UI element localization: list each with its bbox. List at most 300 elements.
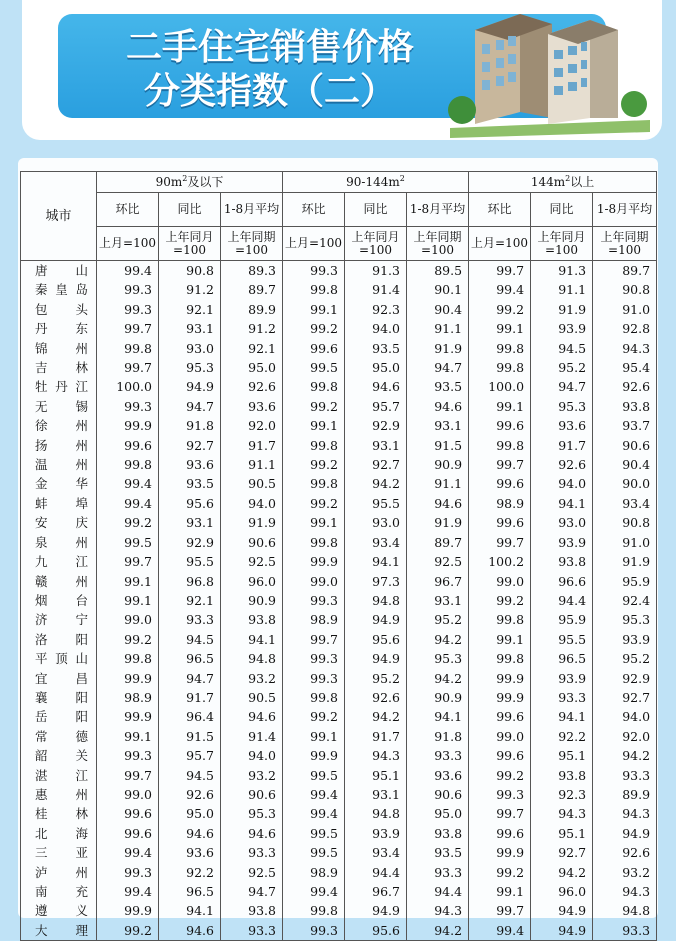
index-value: 98.9 [469, 494, 531, 513]
index-value: 96.8 [159, 572, 221, 591]
index-value: 99.9 [469, 843, 531, 862]
city-name: 洛阳 [21, 630, 97, 649]
index-value: 91.1 [531, 280, 593, 299]
index-value: 92.1 [159, 300, 221, 319]
table-body [21, 261, 657, 941]
index-value: 91.0 [593, 533, 657, 552]
index-value: 92.5 [407, 552, 469, 571]
table-row [21, 630, 657, 649]
index-value: 92.3 [345, 300, 407, 319]
index-value: 93.2 [221, 669, 283, 688]
index-value: 91.0 [593, 300, 657, 319]
index-value: 91.9 [407, 513, 469, 532]
index-value: 99.8 [283, 901, 345, 920]
index-value: 96.4 [159, 707, 221, 726]
index-value: 99.0 [97, 610, 159, 629]
index-value: 92.0 [221, 416, 283, 435]
index-value: 91.3 [531, 261, 593, 281]
index-value: 92.9 [593, 669, 657, 688]
index-value: 93.3 [159, 610, 221, 629]
index-value: 95.3 [159, 358, 221, 377]
table-row [21, 300, 657, 319]
index-value: 94.3 [407, 901, 469, 920]
header-group-small: $90m^2$及以下 [97, 172, 283, 193]
index-value: 99.9 [97, 416, 159, 435]
index-value: 97.3 [345, 572, 407, 591]
index-value: 99.1 [97, 591, 159, 610]
index-value: 99.1 [97, 572, 159, 591]
index-value: 95.4 [593, 358, 657, 377]
index-value: 99.0 [469, 727, 531, 746]
index-value: 94.8 [345, 804, 407, 823]
table-row [21, 591, 657, 610]
index-value: 94.7 [159, 669, 221, 688]
index-value: 99.6 [469, 474, 531, 493]
base-hb: 上月=100 [97, 227, 159, 261]
index-value: 92.5 [221, 552, 283, 571]
index-value: 93.6 [221, 397, 283, 416]
header-tb: 同比 [531, 193, 593, 227]
index-value: 99.3 [97, 280, 159, 299]
buildings-illustration [440, 0, 660, 140]
index-value: 92.9 [159, 533, 221, 552]
index-value: 93.5 [407, 843, 469, 862]
city-name: 蚌埠 [21, 494, 97, 513]
index-value: 95.3 [593, 610, 657, 629]
base-hb: 上月=100 [283, 227, 345, 261]
index-value: 99.8 [469, 358, 531, 377]
index-value: 99.6 [469, 824, 531, 843]
index-value: 89.7 [221, 280, 283, 299]
header-city: 城市 [21, 172, 97, 261]
index-value: 95.0 [159, 804, 221, 823]
index-value: 93.1 [407, 416, 469, 435]
index-value: 94.0 [531, 474, 593, 493]
index-value: 93.6 [159, 843, 221, 862]
index-value: 93.9 [531, 319, 593, 338]
index-value: 91.1 [407, 319, 469, 338]
index-value: 92.5 [221, 863, 283, 882]
index-value: 99.1 [283, 513, 345, 532]
header-avg: 1-8月平均 [407, 193, 469, 227]
index-value: 99.4 [469, 921, 531, 941]
index-value: 95.0 [345, 358, 407, 377]
index-value: 94.9 [159, 377, 221, 396]
index-value: 99.8 [97, 649, 159, 668]
index-value: 92.7 [345, 455, 407, 474]
city-name: 徐州 [21, 416, 97, 435]
index-value: 92.6 [593, 377, 657, 396]
index-value: 99.1 [283, 300, 345, 319]
index-value: 92.6 [221, 377, 283, 396]
index-value: 90.6 [407, 785, 469, 804]
index-value: 94.7 [531, 377, 593, 396]
index-value: 94.3 [593, 882, 657, 901]
index-value: 99.7 [469, 261, 531, 281]
index-value: 93.0 [345, 513, 407, 532]
index-value: 94.1 [531, 707, 593, 726]
city-name: 安庆 [21, 513, 97, 532]
index-value: 99.4 [283, 804, 345, 823]
table-row [21, 727, 657, 746]
index-value: 94.2 [407, 669, 469, 688]
price-index-table-container [20, 171, 656, 941]
index-value: 91.2 [221, 319, 283, 338]
index-value: 95.2 [531, 358, 593, 377]
index-value: 96.7 [407, 572, 469, 591]
index-value: 99.2 [469, 863, 531, 882]
city-name: 烟台 [21, 591, 97, 610]
index-value: 90.4 [407, 300, 469, 319]
index-value: 94.6 [221, 824, 283, 843]
index-value: 94.8 [345, 591, 407, 610]
index-value: 91.7 [221, 436, 283, 455]
index-value: 91.1 [221, 455, 283, 474]
index-value: 99.5 [283, 358, 345, 377]
index-value: 93.4 [345, 843, 407, 862]
index-value: 94.7 [221, 882, 283, 901]
index-value: 91.9 [407, 339, 469, 358]
index-value: 92.6 [593, 843, 657, 862]
index-value: 90.8 [593, 513, 657, 532]
index-value: 94.9 [531, 901, 593, 920]
index-value: 93.1 [159, 319, 221, 338]
index-value: 99.1 [469, 882, 531, 901]
index-value: 99.3 [283, 261, 345, 281]
index-value: 94.2 [531, 863, 593, 882]
index-value: 94.9 [345, 901, 407, 920]
city-name: 襄阳 [21, 688, 97, 707]
header-hb: 环比 [97, 193, 159, 227]
index-value: 96.5 [159, 649, 221, 668]
index-value: 93.3 [221, 921, 283, 941]
index-value: 99.4 [97, 261, 159, 281]
city-name: 平顶山 [21, 649, 97, 668]
index-value: 95.6 [345, 921, 407, 941]
index-value: 93.8 [221, 901, 283, 920]
index-value: 94.9 [345, 610, 407, 629]
index-value: 99.7 [469, 804, 531, 823]
index-value: 94.1 [345, 552, 407, 571]
index-value: 90.1 [407, 280, 469, 299]
city-name: 金华 [21, 474, 97, 493]
index-value: 95.5 [159, 552, 221, 571]
index-value: 99.3 [97, 746, 159, 765]
index-value: 99.8 [283, 377, 345, 396]
index-value: 91.7 [159, 688, 221, 707]
index-value: 89.9 [221, 300, 283, 319]
index-value: 89.5 [407, 261, 469, 281]
index-value: 99.8 [97, 339, 159, 358]
index-value: 95.6 [345, 630, 407, 649]
index-value: 93.6 [159, 455, 221, 474]
index-value: 100.0 [469, 377, 531, 396]
index-value: 94.0 [221, 494, 283, 513]
index-value: 93.3 [593, 921, 657, 941]
index-value: 93.5 [407, 377, 469, 396]
index-value: 93.9 [531, 669, 593, 688]
index-value: 99.0 [469, 572, 531, 591]
index-value: 89.7 [407, 533, 469, 552]
city-name: 宜昌 [21, 669, 97, 688]
index-value: 99.9 [283, 552, 345, 571]
index-value: 92.1 [159, 591, 221, 610]
city-name: 包头 [21, 300, 97, 319]
city-name: 秦皇岛 [21, 280, 97, 299]
index-value: 94.2 [407, 630, 469, 649]
city-name: 泸州 [21, 863, 97, 882]
index-value: 94.6 [407, 397, 469, 416]
index-value: 90.0 [593, 474, 657, 493]
index-value: 99.7 [469, 455, 531, 474]
city-name: 韶关 [21, 746, 97, 765]
index-value: 99.2 [283, 455, 345, 474]
city-name: 无锡 [21, 397, 97, 416]
index-value: 99.3 [469, 785, 531, 804]
index-value: 99.9 [97, 707, 159, 726]
index-value: 92.2 [159, 863, 221, 882]
index-value: 99.7 [469, 533, 531, 552]
index-value: 99.5 [283, 843, 345, 862]
table-row [21, 339, 657, 358]
index-value: 99.2 [469, 591, 531, 610]
index-value: 99.3 [97, 397, 159, 416]
city-name: 惠州 [21, 785, 97, 804]
index-value: 99.8 [283, 280, 345, 299]
index-value: 99.6 [469, 416, 531, 435]
index-value: 99.4 [97, 843, 159, 862]
index-value: 98.9 [283, 863, 345, 882]
city-name: 吉林 [21, 358, 97, 377]
index-value: 99.1 [469, 397, 531, 416]
index-value: 91.5 [407, 436, 469, 455]
index-value: 99.8 [283, 533, 345, 552]
index-value: 92.7 [593, 688, 657, 707]
index-value: 99.6 [469, 707, 531, 726]
index-value: 98.9 [97, 688, 159, 707]
table-row [21, 416, 657, 435]
table-row [21, 474, 657, 493]
index-value: 94.4 [345, 863, 407, 882]
index-value: 94.6 [159, 824, 221, 843]
index-value: 95.9 [531, 610, 593, 629]
index-value: 95.3 [407, 649, 469, 668]
index-value: 94.3 [345, 746, 407, 765]
index-value: 95.7 [345, 397, 407, 416]
index-value: 99.6 [469, 513, 531, 532]
index-value: 91.4 [221, 727, 283, 746]
index-value: 89.7 [593, 261, 657, 281]
index-value: 89.3 [221, 261, 283, 281]
table-row [21, 901, 657, 920]
index-value: 95.3 [221, 804, 283, 823]
index-value: 96.7 [345, 882, 407, 901]
city-name: 牡丹江 [21, 377, 97, 396]
index-value: 95.1 [531, 824, 593, 843]
base-tb: 上年同月=100 [345, 227, 407, 261]
index-value: 93.3 [407, 746, 469, 765]
index-value: 99.2 [283, 319, 345, 338]
header-hb: 环比 [469, 193, 531, 227]
index-value: 99.6 [469, 746, 531, 765]
index-value: 93.8 [593, 397, 657, 416]
index-value: 99.5 [283, 766, 345, 785]
index-value: 99.0 [97, 785, 159, 804]
table-row [21, 610, 657, 629]
table-row [21, 863, 657, 882]
index-value: 99.6 [97, 804, 159, 823]
index-value: 94.4 [531, 591, 593, 610]
index-value: 91.7 [345, 727, 407, 746]
index-value: 94.0 [593, 707, 657, 726]
index-value: 93.1 [345, 436, 407, 455]
index-value: 99.0 [283, 572, 345, 591]
index-value: 93.8 [531, 552, 593, 571]
title-line-1: 二手住宅销售价格 [125, 27, 414, 68]
index-value: 99.8 [469, 339, 531, 358]
city-name: 大理 [21, 921, 97, 941]
index-value: 91.8 [159, 416, 221, 435]
index-value: 99.6 [97, 824, 159, 843]
table-row [21, 397, 657, 416]
index-value: 93.1 [345, 785, 407, 804]
index-value: 92.4 [593, 591, 657, 610]
index-value: 95.2 [345, 669, 407, 688]
index-value: 95.9 [593, 572, 657, 591]
index-value: 94.6 [407, 494, 469, 513]
index-value: 92.1 [221, 339, 283, 358]
index-value: 99.6 [97, 436, 159, 455]
table-row [21, 533, 657, 552]
index-value: 92.7 [531, 843, 593, 862]
index-value: 94.2 [345, 707, 407, 726]
index-value: 91.7 [531, 436, 593, 455]
index-value: 99.2 [283, 397, 345, 416]
index-value: 99.4 [97, 882, 159, 901]
table-row [21, 746, 657, 765]
index-value: 91.9 [221, 513, 283, 532]
index-value: 94.4 [407, 882, 469, 901]
index-value: 93.9 [593, 630, 657, 649]
city-name: 丹东 [21, 319, 97, 338]
table-row [21, 280, 657, 299]
index-value: 95.3 [531, 397, 593, 416]
index-value: 94.5 [159, 630, 221, 649]
index-value: 94.2 [593, 746, 657, 765]
index-value: 93.9 [531, 533, 593, 552]
index-value: 93.3 [531, 688, 593, 707]
index-value: 99.3 [283, 591, 345, 610]
index-value: 99.2 [97, 513, 159, 532]
index-value: 100.0 [97, 377, 159, 396]
index-value: 92.6 [159, 785, 221, 804]
index-value: 99.5 [97, 533, 159, 552]
index-value: 99.4 [97, 494, 159, 513]
index-value: 93.0 [531, 513, 593, 532]
index-value: 89.9 [593, 785, 657, 804]
index-value: 95.5 [531, 630, 593, 649]
index-value: 90.5 [221, 688, 283, 707]
index-value: 94.2 [345, 474, 407, 493]
index-value: 94.1 [159, 901, 221, 920]
base-avg: 上年同期=100 [593, 227, 657, 261]
index-value: 93.3 [221, 843, 283, 862]
base-hb: 上月=100 [469, 227, 531, 261]
table-row [21, 766, 657, 785]
index-value: 92.9 [345, 416, 407, 435]
header-tb: 同比 [159, 193, 221, 227]
city-name: 桂林 [21, 804, 97, 823]
index-value: 99.8 [283, 474, 345, 493]
index-value: 100.2 [469, 552, 531, 571]
header-group-medium: $90-144m^2$ [283, 172, 469, 193]
index-value: 94.5 [531, 339, 593, 358]
index-value: 93.3 [593, 766, 657, 785]
index-value: 95.0 [407, 804, 469, 823]
city-name: 北海 [21, 824, 97, 843]
index-value: 94.3 [531, 804, 593, 823]
index-value: 99.2 [469, 300, 531, 319]
index-value: 99.9 [283, 746, 345, 765]
index-value: 94.3 [593, 804, 657, 823]
index-value: 99.2 [283, 707, 345, 726]
table-row [21, 804, 657, 823]
city-name: 常德 [21, 727, 97, 746]
index-value: 93.9 [345, 824, 407, 843]
header-avg: 1-8月平均 [221, 193, 283, 227]
index-value: 99.7 [97, 358, 159, 377]
index-value: 94.0 [221, 746, 283, 765]
index-value: 90.9 [407, 455, 469, 474]
index-value: 90.6 [593, 436, 657, 455]
index-value: 93.8 [531, 766, 593, 785]
index-value: 94.9 [345, 649, 407, 668]
index-value: 90.4 [593, 455, 657, 474]
index-value: 94.6 [221, 707, 283, 726]
index-value: 93.7 [593, 416, 657, 435]
index-value: 99.7 [283, 630, 345, 649]
index-value: 93.4 [593, 494, 657, 513]
index-value: 90.9 [221, 591, 283, 610]
index-value: 99.3 [283, 649, 345, 668]
index-value: 99.9 [97, 901, 159, 920]
price-index-table [20, 171, 657, 941]
index-value: 93.1 [407, 591, 469, 610]
index-value: 93.3 [407, 863, 469, 882]
index-value: 90.8 [593, 280, 657, 299]
index-value: 94.9 [593, 824, 657, 843]
index-value: 90.6 [221, 785, 283, 804]
base-avg: 上年同期=100 [407, 227, 469, 261]
index-value: 99.7 [97, 766, 159, 785]
index-value: 91.9 [531, 300, 593, 319]
index-value: 94.2 [407, 921, 469, 941]
table-row [21, 319, 657, 338]
index-value: 93.6 [531, 416, 593, 435]
table-row [21, 824, 657, 843]
index-value: 99.4 [283, 882, 345, 901]
index-value: 91.3 [345, 261, 407, 281]
index-value: 99.6 [283, 339, 345, 358]
table-row [21, 688, 657, 707]
table-row [21, 785, 657, 804]
index-value: 94.6 [345, 377, 407, 396]
base-tb: 上年同月=100 [531, 227, 593, 261]
index-value: 99.2 [283, 494, 345, 513]
index-value: 95.7 [159, 746, 221, 765]
city-name: 锦州 [21, 339, 97, 358]
index-value: 94.1 [221, 630, 283, 649]
